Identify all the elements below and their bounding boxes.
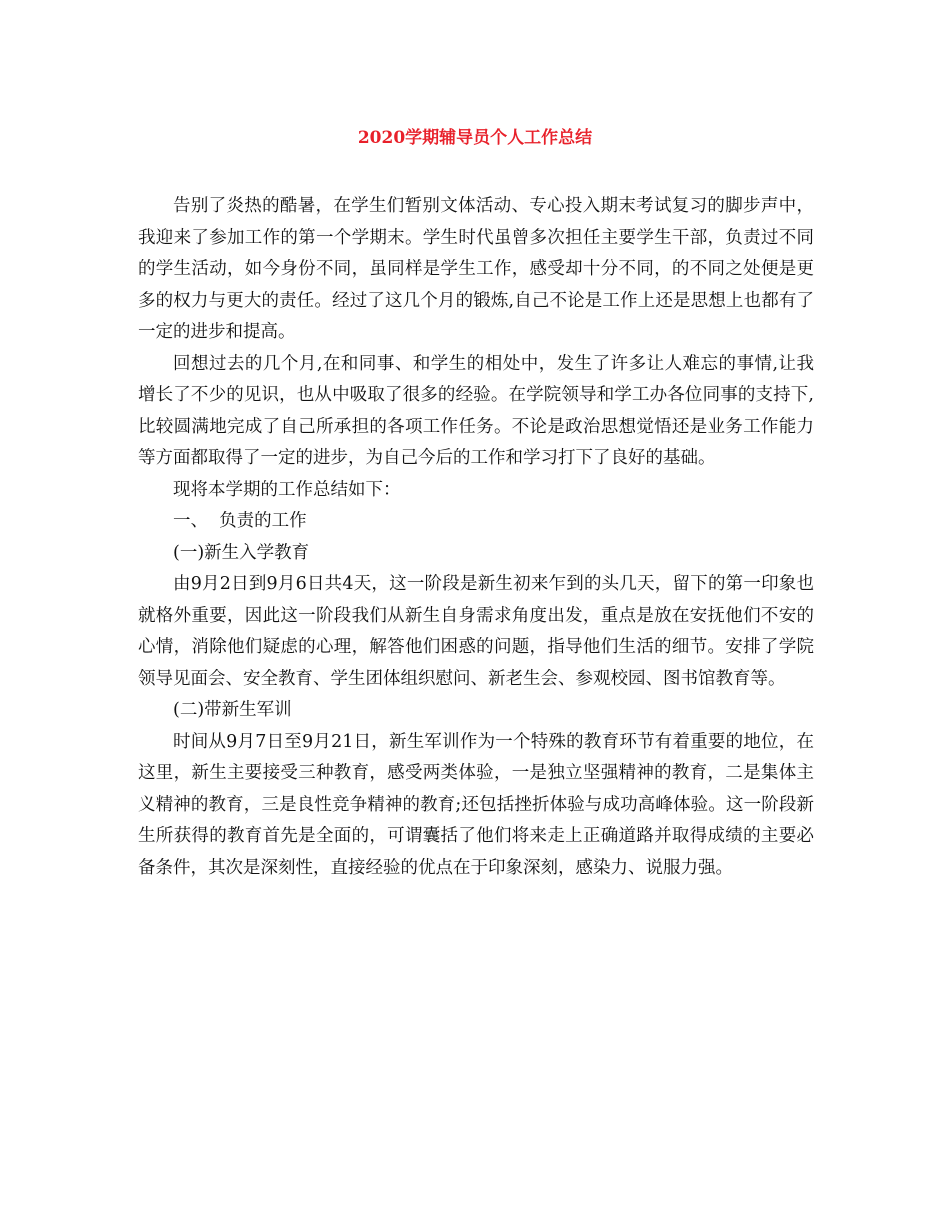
paragraph-summary-lead: 现将本学期的工作总结如下： <box>173 479 401 500</box>
subheading-orientation: (一)新生入学教育 <box>173 542 310 563</box>
document-body <box>138 191 814 884</box>
subheading-military-training: (二)带新生军训 <box>173 700 292 720</box>
paragraph-reflection: 回想过去的几个月,在和同事、和学生的相处中，发生了许多让人难忘的事情,让我增长了不少的见识，也从中吸取了很多的经验。在学院领导和学工办各位同事的支持下,比较圆满地完成了自己所承担的各项工作任务。不论是政治思想觉悟还是业务工作能力等方面都取得了一定的进步，为自己今后的工作和学习打下了良好的基础。 <box>138 353 814 468</box>
section-heading-responsibilities: 一、 负责的工作 <box>173 511 307 531</box>
paragraph-military-training: 时间从9月7日至9月21日，新生军训作为一个特殊的教育环节有着重要的地位，在这里，新生主要接受三种教育，感受两类体验，一是独立坚强精神的教育，二是集体主义精神的教育，三是良性竞争精神的教育;还包括挫折体验与成功高峰体验。这一阶段新生所获得的教育首先是全面的，可谓囊括了他们将来走上正确道路并取得成绩的主要必备条件，其次是深刻性，直接经验的优点在于印象深刻，感染力、说服力强。 <box>138 731 814 878</box>
paragraph-intro: 告别了炎热的酷暑，在学生们暂别文体活动、专心投入期末考试复习的脚步声中，我迎来了参加工作的第一个学期末。学生时代虽曾多次担任主要学生干部，负责过不同的学生活动，如今身份不同，虽同样是学生工作，感受却十分不同，的不同之处便是更多的权力与更大的责任。经过了这几个月的锻炼,自己不论是工作上还是思想上也都有了一定的进步和提高。 <box>138 196 814 342</box>
paragraph-orientation: 由9月2日到9月6日共4天，这一阶段是新生初来乍到的头几天，留下的第一印象也就格外重要，因此这一阶段我们从新生自身需求角度出发，重点是放在安抚他们不安的心情，消除他们疑虑的心理，解答他们困惑的问题，指导他们生活的细节。安排了学院领导见面会、安全教育、学生团体组织慰问、新老生会、参观校园、图书馆教育等。 <box>138 574 814 689</box>
document-title: 2020学期辅导员个人工作总结 <box>357 128 593 148</box>
